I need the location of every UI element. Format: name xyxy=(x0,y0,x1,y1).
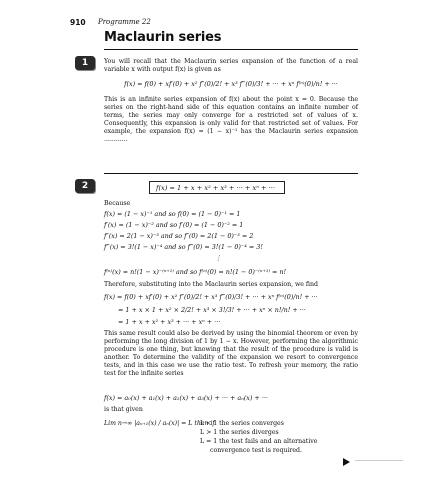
ratio-condition: L = 1 the test fails and an alternative xyxy=(200,438,318,445)
ratio-condition: convergence test is required. xyxy=(210,447,302,454)
therefore-text: Therefore, substituting into the Maclaurin series expansion, we find xyxy=(104,281,319,288)
same-result-paragraph: This same result could also be derived by using the binomial theorem or even by performing the long division of 1 by 1 − x. However, performing the algorithmic procedure is one thing, but knowing that the result of the procedure is valid is another. To determine the validity of the expansion we resort to convergence tests, and in this case we use the ratio test. To refresh your memory, the ratio test for the infinite series xyxy=(104,330,358,378)
is-that-given: is that given xyxy=(104,406,143,413)
faint-divider xyxy=(355,460,403,461)
because-label: Because xyxy=(104,200,131,207)
derivative-line: f‴(x) = 3!(1 − x)⁻⁴ and so f‴(0) = 3!(1 − 0)⁻⁴ = 3! xyxy=(104,243,263,251)
ratio-condition: L < 1 the series converges xyxy=(200,420,284,427)
substitution-line: = 1 + x × 1 + x² × 2/2! + x³ × 3!/3! + ··· + xⁿ × n!/n! + ··· xyxy=(118,306,306,314)
derivative-line: f″(x) = 2(1 − x)⁻³ and so f″(0) = 2(1 − 0)⁻³ = 2 xyxy=(104,232,254,240)
substitution-line: = 1 + x + x² + x³ + ··· + xⁿ + ··· xyxy=(118,318,221,326)
substitution-line: f(x) = f(0) + xf′(0) + x² f″(0)/2! + x³ f‴(0)/3! + ··· + xⁿ f⁽ⁿ⁾(0)/n! + ··· xyxy=(104,293,318,301)
frame-number-2: 2 xyxy=(75,179,95,193)
programme-label: Programme 22 xyxy=(98,18,151,26)
ratio-test-limit: Lim n→∞ |aₙ₊₁(x) / aₙ(x)| = L then if xyxy=(104,420,215,427)
ratio-condition: L > 1 the series diverges xyxy=(200,429,279,436)
derivative-line: f′(x) = (1 − x)⁻² and so f′(0) = (1 − 0)⁻² = 1 xyxy=(104,221,244,229)
maclaurin-series-equation: f(x) = f(0) + xf′(0) + x² f″(0)/2! + x³ f‴(0)/3! + ··· + xⁿ f⁽ⁿ⁾(0)/n! + ··· xyxy=(124,80,338,88)
derivative-line: f(x) = (1 − x)⁻¹ and so f(0) = (1 − 0)⁻¹ = 1 xyxy=(104,210,241,218)
boxed-answer: f(x) = 1 + x + x² + x³ + ··· + xⁿ + ··· xyxy=(149,181,285,194)
general-series-equation: f(x) = a₀(x) + a₁(x) + a₂(x) + a₃(x) + ··· + aₙ(x) + ··· xyxy=(104,394,268,402)
title-rule xyxy=(104,49,358,50)
next-frame-arrow-icon[interactable] xyxy=(343,458,350,466)
derivative-line: f⁽ⁿ⁾(x) = n!(1 − x)⁻⁽ⁿ⁺¹⁾ and so f⁽ⁿ⁾(0) = n!(1 − 0)⁻⁽ⁿ⁺¹⁾ = n! xyxy=(104,268,287,276)
page-number: 910 xyxy=(70,18,86,27)
frame-rule xyxy=(104,173,358,174)
frame-number-1: 1 xyxy=(75,56,95,70)
vertical-ellipsis: ⋮ xyxy=(215,254,222,262)
frame1-intro: You will recall that the Maclaurin series expansion of the function of a real variable x with output f(x) is given as xyxy=(104,58,358,74)
frame1-explanation: This is an infinite series expansion of f(x) about the point x = 0. Because the series on the right-hand side of this equation contains an infinite number of terms, the series may only converge for a restricted set of values of x. Consequently, this expansion is only valid for that restricted set of values. For example, the expansion f(x) = (1 − x)⁻¹ has the Maclaurin series expansion ............ xyxy=(104,96,358,144)
page-title: Maclaurin series xyxy=(104,30,222,45)
